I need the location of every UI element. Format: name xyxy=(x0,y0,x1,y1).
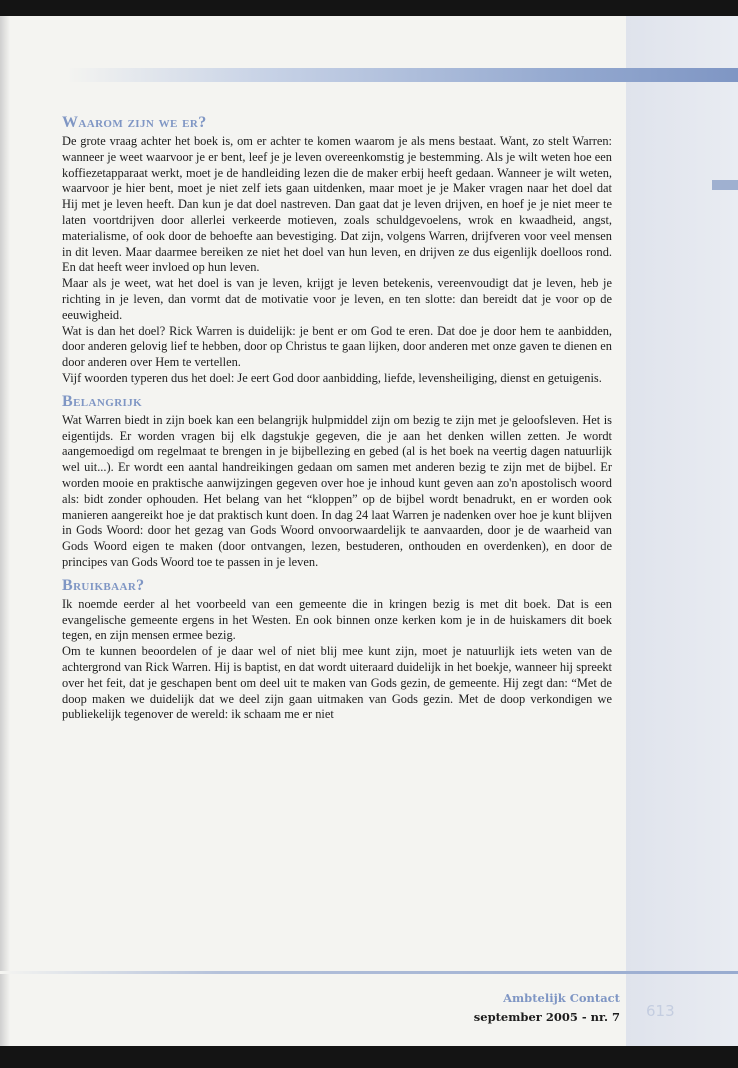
section-heading-waarom: Waarom zijn we er? xyxy=(62,114,207,131)
paragraph: Ik noemde eerder al het voorbeeld van een gemeente die in kringen bezig is met dit boek. Dat is een evangelische gemeente ergens in het Westen. En ook binnen onze kerken kom je in de huiskamers dit boek tegen, en zijn mensen ermee bezig. xyxy=(62,596,612,643)
paragraph: Wat is dan het doel? Rick Warren is duidelijk: je bent er om God te eren. Dat doe je door hem te aanbidden, door anderen gelovig lief te hebben, door op Christus te gaan lijken, door anderen met onze gaven te dienen en door anderen over Hem te vertellen. xyxy=(62,323,612,370)
page-number: 613 xyxy=(646,1002,675,1020)
side-tab-marker xyxy=(712,180,738,190)
section-heading-belangrijk: Belangrijk xyxy=(62,392,143,410)
side-margin-panel xyxy=(626,16,738,1046)
scan-top-border xyxy=(0,0,738,16)
paragraph: De grote vraag achter het boek is, om er achter te komen waarom je als mens bestaat. Want, zo stelt Warren: wanneer je weet waarvoor je er bent, leef je je leven overeenkomstig je bestemming. Als je wilt weten hoe een koffiezetapparaat werkt, moet je de handleiding lezen die de maker erbij heeft gedaan. Wanneer je wilt weten, waarvoor je hier bent, moet je niet zelf iets gaan uitdenken, maar moet je je Maker vragen naar het doel dat Hij met je leven heeft. Dan kun je dat doel nastreven. Dan gaat dat je leven drijven, en hoef je je niet meer te laten voortdrijven door allerlei verkeerde motieven, zoals schuldgevoelens, wrok en kwaadheid, angst, materialisme, of ook door de behoefte aan bevestiging. Dat zijn, volgens Warren, drijfveren voor veel mensen in dit leven. Maar daarmee bereiken ze niet het doel van hun leven, en drijven ze dus eigenlijk doelloos rond. En dat heeft weer invloed op hun leven. xyxy=(62,134,612,275)
publication-title: Ambtelijk Contact xyxy=(503,991,620,1005)
paragraph: Maar als je weet, wat het doel is van je leven, krijgt je leven betekenis, vereenvoudigt dat je leven, heb je richting in je leven, dan vormt dat de motivatie voor je leven, en ten slotte: dan bereidt dat je voor op de eeuwigheid. xyxy=(62,276,612,322)
page-gutter-shadow xyxy=(0,16,10,1046)
header-gradient-bar xyxy=(66,68,738,82)
page-footer xyxy=(474,990,620,1028)
scan-bottom-border xyxy=(0,1046,738,1068)
paragraph: Wat Warren biedt in zijn boek kan een belangrijk hulpmiddel zijn om bezig te zijn met je geloofsleven. Het is eigentijds. Er worden vragen bij elk dagstukje gegeven, die je aan het denken willen zetten. Je wordt aangemoedigd om regelmaat te brengen in je bijbellezing en gebed (al is het boek na veertig dagen natuurlijk wel uit...). Er wordt een aantal handreikingen gedaan om samen met anderen bezig te zijn met de bijbel. Er worden mooie en praktische aanwijzingen gegeven over hoe je inhoud kunt geven aan zo'n apostolisch woord als: bidt zonder ophouden. Het belang van het “kloppen” op de bijbel wordt benadrukt, en er worden ook manieren aangereikt hoe je dat praktisch kunt doen. In dag 24 laat Warren je nadenken over hoe je kunt blijven in Gods Woord: door het gezag van Gods Woord onvoorwaardelijk te aanvaarden, door je de waarheid van Gods Woord eigen te maken (door ontvangen, lezen, bestuderen, onthouden en overdenken), en door de principes van Gods Woord toe te passen in je leven. xyxy=(62,412,612,569)
paragraph: Om te kunnen beoordelen of je daar wel of niet blij mee kunt zijn, moet je natuurlijk iets weten van de achtergrond van Rick Warren. Hij is baptist, en dat wordt uiteraard duidelijk in het boekje, wanneer hij spreekt over het feit, dat je geschapen bent om deel uit te maken van Gods gezin, de gemeente. Hij zegt dan: “Met de doop maken we duidelijk dat we deel zijn gaan uitmaken van Gods gezin. Met de doop verkondigen we publiekelijk tegenover de wereld: ik schaam me er niet xyxy=(62,644,612,722)
article-body xyxy=(62,112,612,723)
paragraph: Vijf woorden typeren dus het doel: Je eert God door aanbidding, liefde, levensheiliging, dienst en getuigenis. xyxy=(62,370,602,385)
section-heading-bruikbaar: Bruikbaar? xyxy=(62,576,145,594)
issue-date: september 2005 - nr. 7 xyxy=(473,1010,620,1024)
footer-divider xyxy=(0,971,738,974)
